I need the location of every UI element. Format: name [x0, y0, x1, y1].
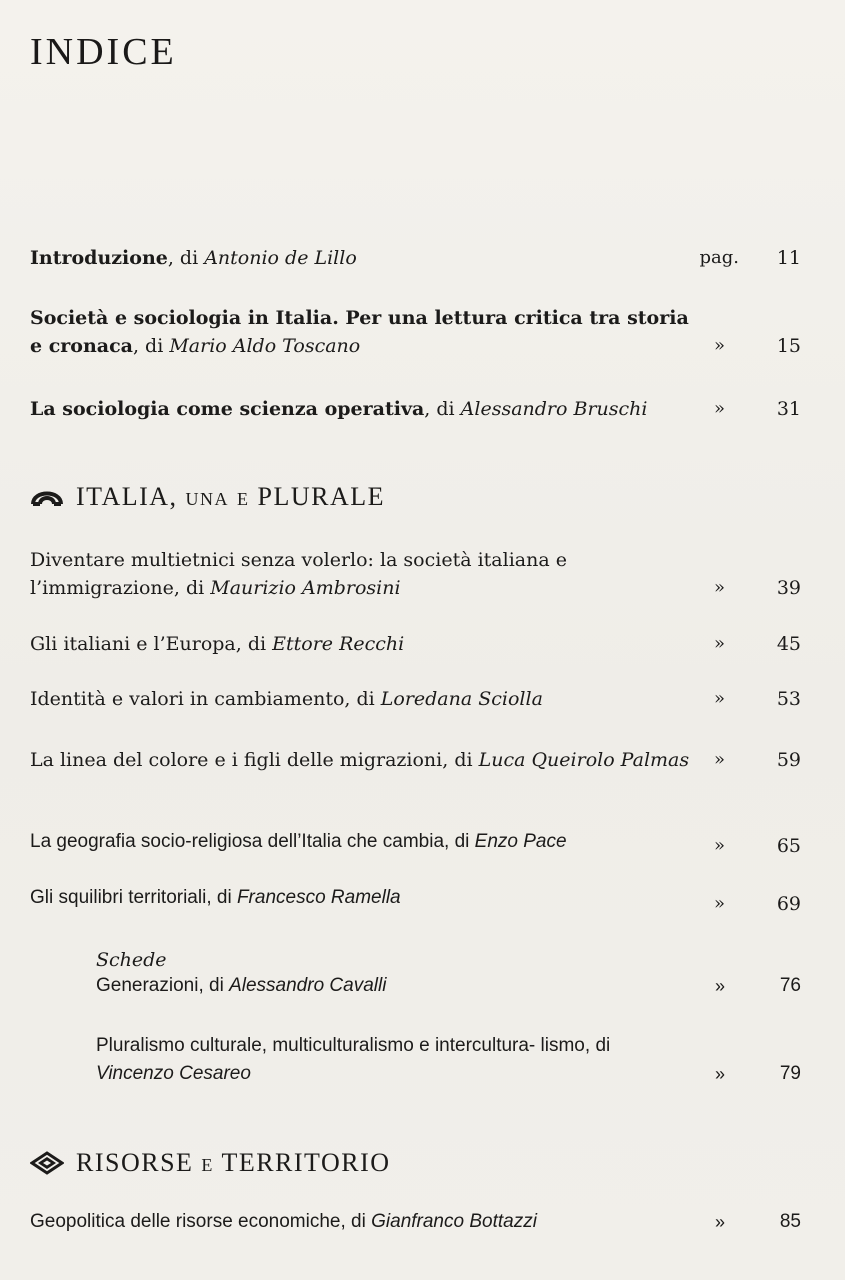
entry-by: , di	[344, 688, 381, 710]
toc-entry[interactable]	[30, 972, 815, 1000]
section-label: RISORSE e TERRITORIO	[76, 1148, 391, 1177]
toc-entry[interactable]	[30, 395, 815, 423]
entry-by: , di	[167, 247, 205, 269]
entry-page: 31	[776, 398, 801, 420]
entry-author: Vincenzo Cesareo	[96, 1063, 251, 1084]
entry-by: , di	[584, 1035, 611, 1056]
entry-page: 76	[779, 975, 801, 996]
entry-marker: »	[713, 577, 725, 598]
schede-heading	[30, 946, 815, 974]
toc-entry[interactable]	[30, 304, 815, 360]
toc-entry[interactable]	[30, 746, 815, 774]
entry-author: Maurizio Ambrosini	[210, 577, 401, 599]
entry-marker: »	[713, 688, 725, 709]
toc-entry[interactable]	[30, 685, 815, 713]
toc-entry[interactable]	[30, 1032, 815, 1088]
double-arc-icon	[30, 482, 64, 512]
entry-page: 39	[776, 577, 801, 599]
entry-marker: »	[714, 1212, 725, 1232]
toc-entry[interactable]	[30, 1208, 815, 1236]
toc-entry[interactable]	[30, 244, 815, 272]
entry-title: Gli italiani e l’Europa	[30, 633, 236, 655]
entry-by: , di	[444, 831, 475, 852]
entry-author: Alessandro Bruschi	[460, 398, 648, 420]
entry-author: Loredana Sciolla	[380, 688, 543, 710]
entry-author: Luca Queirolo Palmas	[478, 749, 690, 771]
entry-page: 45	[776, 633, 801, 655]
entry-by: , di	[424, 398, 461, 420]
entry-marker: »	[713, 893, 725, 914]
entry-marker: »	[713, 398, 725, 419]
entry-title: La sociologia come scienza operativa	[30, 398, 425, 420]
entry-by: , di	[442, 749, 479, 771]
entry-title: Geopolitica delle risorse economiche	[30, 1211, 341, 1232]
entry-marker: »	[713, 335, 725, 356]
entry-title: Generazioni	[96, 975, 199, 996]
entry-title: Identità e valori in cambiamento	[30, 688, 345, 710]
entry-author: Ettore Recchi	[272, 633, 405, 655]
entry-page: 85	[779, 1211, 801, 1232]
entry-page: 11	[776, 247, 801, 269]
entry-title: La linea del colore e i figli delle migrazioni	[30, 749, 443, 771]
page-title: INDICE	[30, 31, 177, 73]
toc-entry[interactable]	[30, 630, 815, 658]
entry-author: Enzo Pace	[474, 831, 567, 852]
entry-by: , di	[235, 633, 273, 655]
entry-by: , di	[173, 577, 211, 599]
toc-entry[interactable]	[30, 828, 815, 856]
entry-marker: »	[713, 749, 725, 770]
entry-by: , di	[340, 1211, 372, 1232]
section-label: ITALIA, una e PLURALE	[76, 482, 386, 511]
entry-title: Pluralismo culturale, multiculturalismo e intercultura- lismo	[96, 1035, 585, 1056]
section-heading	[30, 480, 385, 514]
entry-by: , di	[198, 975, 230, 996]
entry-marker: »	[713, 633, 725, 654]
entry-author: Antonio de Lillo	[204, 247, 357, 269]
toc-entry[interactable]	[30, 546, 815, 602]
entry-page: 79	[779, 1063, 801, 1084]
entry-marker: »	[714, 976, 725, 996]
entry-author: Alessandro Cavalli	[229, 975, 387, 996]
entry-page: 53	[776, 688, 801, 710]
entry-marker: »	[713, 835, 725, 856]
toc-entry[interactable]	[30, 884, 815, 912]
entry-page: 65	[776, 835, 801, 857]
entry-by: , di	[206, 887, 237, 908]
entry-by: , di	[132, 335, 170, 357]
entry-author: Gianfranco Bottazzi	[371, 1211, 537, 1232]
entry-title: Diventare multietnici senza volerlo: la società italiana e l’immigrazione	[30, 549, 567, 599]
entry-page: 59	[776, 749, 801, 771]
entry-page: 15	[776, 335, 801, 357]
entry-author: Mario Aldo Toscano	[169, 335, 361, 357]
entry-page-label: pag.	[699, 247, 739, 268]
schede-label: Schede	[96, 949, 167, 971]
entry-marker: »	[714, 1064, 725, 1084]
entry-author: Francesco Ramella	[236, 887, 401, 908]
entry-title: La geografia socio-religiosa dell’Italia che cambia	[30, 831, 445, 852]
entry-page: 69	[776, 893, 801, 915]
diamond-eye-icon	[30, 1151, 64, 1175]
entry-title: Gli squilibri territoriali	[30, 887, 207, 908]
entry-title: Società e sociologia in Italia. Per una lettura critica tra storia e cronaca	[30, 307, 689, 357]
section-heading	[30, 1146, 391, 1180]
entry-title: Introduzione	[30, 247, 168, 269]
